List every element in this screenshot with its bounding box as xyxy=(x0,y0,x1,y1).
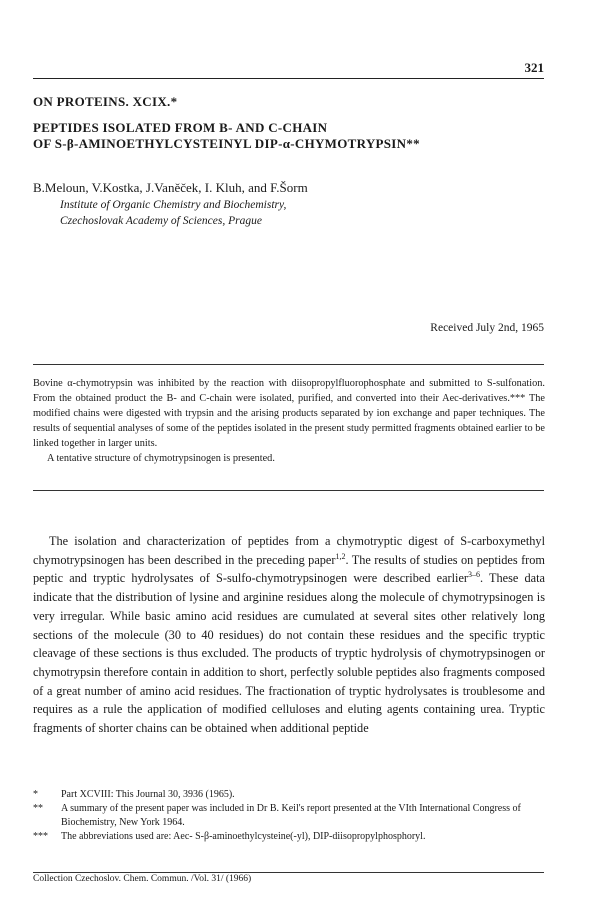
affiliation-line-2: Czechoslovak Academy of Sciences, Prague xyxy=(60,215,262,227)
received-date: Received July 2nd, 1965 xyxy=(430,322,544,334)
citation-ref-1: 1,2 xyxy=(335,551,346,561)
affiliation-line-1: Institute of Organic Chemistry and Biochemistry, xyxy=(60,199,287,211)
authors: B.Meloun, V.Kostka, J.Vaněček, I. Kluh, and F.Šorm xyxy=(33,180,308,195)
footnote xyxy=(33,788,545,802)
footnotes xyxy=(33,788,545,844)
abstract-top-rule xyxy=(33,364,544,365)
footnote xyxy=(33,802,545,830)
body-text-part-1: The isolation and characterization of peptides from a chymotryptic digest of S-carboxymethyl chymotrypsinogen has been described in the preceding paper xyxy=(33,534,545,567)
journal-citation: Collection Czechoslov. Chem. Commun. /Vol. 31/ (1966) xyxy=(33,874,252,884)
footnote-text: The abbreviations used are: Aec- S-β-aminoethylcysteine(-yl), DIP-diisopropylphosphoryl. xyxy=(61,831,426,842)
body-paragraph xyxy=(33,532,545,738)
abstract xyxy=(33,376,545,466)
footnote-mark: ** xyxy=(33,803,43,814)
body-text-part-3: . These data indicate that the distribution of lysine and arginine residues along the molecule of chymotrypsinogen is very irregular. While basic amino acid residues are cumulated at several sites other relatively long sections of the molecule (30 to 40 residues) do not contain these residues and the specific tryptic cleavage of these sections is thus excluded. The products of tryptic hydrolysis of chymotrypsinogen or chymotrypsin therefore contain in addition to short, perfectly soluble peptides also fragments composed of a great number of amino acid residues. The fractionation of tryptic hydrolysates is troublesome and requires as a rule the application of modified celluloses and eluting agents containing urea. Tryptic fragments of shorter chains can be obtained when additional peptide xyxy=(33,571,545,736)
footer-rule xyxy=(33,872,544,873)
footnote-mark: * xyxy=(33,789,38,800)
header-rule xyxy=(33,78,544,79)
body-text-part-2: . The results of studies on peptides from peptic and tryptic hydrolysates of S-sulfo-chymotrypsinogen were described earlier xyxy=(33,552,545,586)
footnote-text: Part XCVIII: This Journal 30, 3936 (1965). xyxy=(61,789,235,800)
body-text xyxy=(33,532,545,738)
abstract-bottom-rule xyxy=(33,490,544,491)
citation-ref-2: 3–6 xyxy=(468,570,481,580)
footnote-mark: *** xyxy=(33,831,48,842)
series-title: ON PROTEINS. XCIX.* xyxy=(33,94,178,109)
page-number: 321 xyxy=(524,60,544,75)
article-title-line-1: PEPTIDES ISOLATED FROM B- AND C-CHAIN xyxy=(33,120,328,135)
abstract-paragraph-2: A tentative structure of chymotrypsinogen is presented. xyxy=(47,453,275,464)
abstract-paragraph-1: Bovine α-chymotrypsin was inhibited by the reaction with diisopropylfluorophosphate and submitted to S-sulfonation. From the obtained product the B- and C-chain were isolated, purified, and converted into their Aec-derivatives.*** The modified chains were digested with trypsin and the arising products separated by ion exchange and paper techniques. The results of sequential analyses of some of the peptides isolated in the present study permitted fragments obtained earlier to be linked together in larger units. xyxy=(33,378,545,449)
footnote xyxy=(33,830,545,844)
footnote-text: A summary of the present paper was included in Dr B. Keil's report presented at the VIth International Congress of Biochemistry, New York 1964. xyxy=(61,803,521,828)
article-title-line-2: OF S-β-AMINOETHYLCYSTEINYL DIP-α-CHYMOTRYPSIN** xyxy=(33,136,420,151)
